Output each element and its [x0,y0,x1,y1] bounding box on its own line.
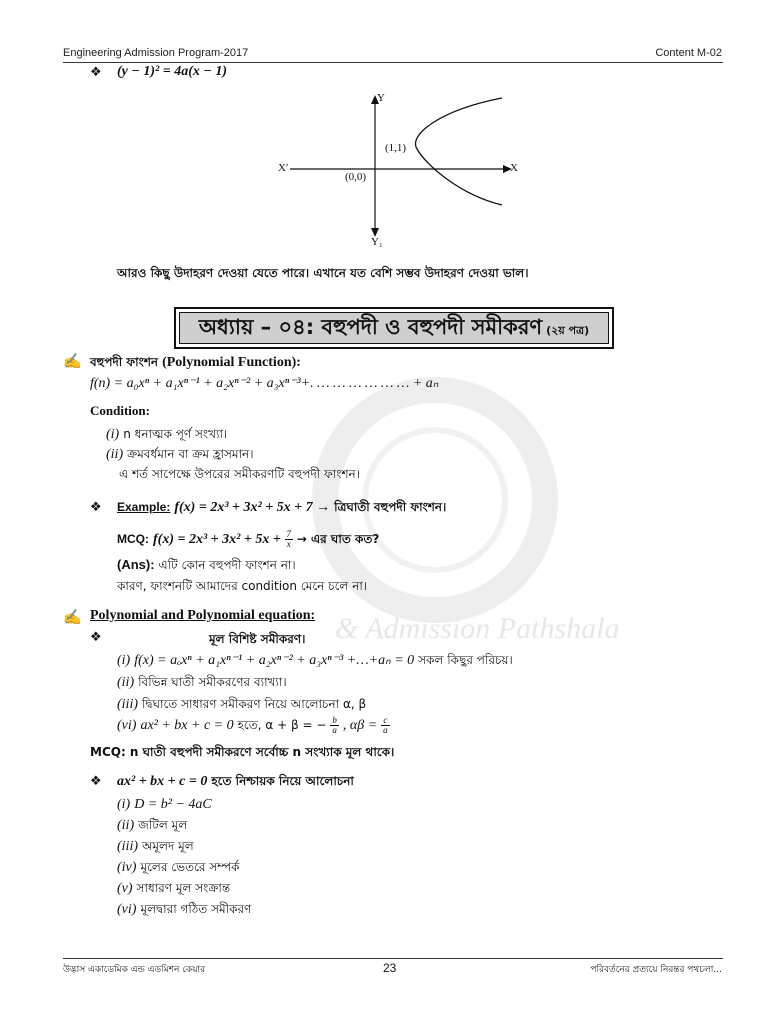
footer-left: উদ্ভাস একাডেমিক এন্ড এডমিশন কেয়ার [63,965,206,975]
equation-item: (vi) ax² + bx + c = 0 হতে, α + β = − $\frac{b}{a}$ , αβ = $\frac{c}{a}$ [117,715,388,735]
condition-item: (ii) ক্রমবর্ধমান বা ক্রম হ্রাসমান। [106,447,254,462]
header-right: Content M-02 [655,47,722,59]
header-rule [63,62,723,63]
x-axis-label: X [510,162,518,174]
poly-equation-subheading: মূল বিশিষ্ট সমীকরণ। [209,632,306,646]
condition-note: এ শর্ত সাপেক্ষে উপরের সমীকরণটি বহুপদী ফাংশন। [119,467,360,481]
discriminant-heading: ax² + bx + c = 0 হতে নিশ্চায়ক নিয়ে আলোচনা [117,774,354,789]
example-line: Example: f(x) = 2x³ + 3x² + 5x + 7 → ত্রিঘাতী বহুপদী ফাংশন। [117,500,447,515]
footer-right: পরিবর্তনের প্রত্যয়ে নিরন্তর পথচলা... [590,965,722,975]
footer-rule [63,958,723,959]
discriminant-item: (ii) জটিল মূল [117,818,188,833]
poly-function-heading-en: (Polynomial Function): [162,355,301,370]
page-number: 23 [383,961,397,975]
chapter-tag: (২য় পত্র) [546,323,590,337]
discriminant-item: (iii) অমূলদ মূল [117,839,194,854]
discriminant-item: (i) D = b² − 4aC [117,797,212,812]
y-axis-label: Y [377,92,385,104]
parabola-graph [280,90,520,250]
equation-item: (i) f(x) = aₒxⁿ + a₁xⁿ⁻¹ + a₂xⁿ⁻² + a₃xⁿ⁻³ +…+aₙ = 0 সকল কিছুর পরিচয়। [117,653,513,668]
diamond-bullet-icon: ❖ [90,65,102,80]
diamond-bullet-icon: ❖ [90,500,102,515]
mcq-root-count: MCQ: n ঘাতী বহুপদী সমীকরণে সর্বোচ্চ n সংখ্যাক মূল থাকে। [90,745,395,759]
poly-function-formula: f(n) = a₀xⁿ + a₁xⁿ⁻¹ + a₂xⁿ⁻² + a₃xⁿ⁻³+. … … … … … … + aₙ [90,376,439,391]
y1-axis-label: Y₁ [371,236,383,248]
note-text: আরও কিছু উদাহরণ দেওয়া যেতে পারে। এখানে যত বেশি সম্ভব উদাহরণ দেওয়া ভাল। [117,266,529,280]
section-pen-icon: ✍ [63,354,82,370]
discriminant-item: (iv) মূলের ভেতরে সম্পর্ক [117,860,240,875]
poly-function-heading-bn: বহুপদী ফাংশন [90,355,159,369]
condition-label: Condition: [90,403,150,418]
vertex-label: (1,1) [385,142,407,154]
diamond-bullet-icon: ❖ [90,630,102,645]
parabola-curve [416,98,502,205]
watermark-text: & Admission Pathshala [335,612,620,645]
discriminant-item: (v) সাধারণ মূল সংক্রান্ত [117,881,231,896]
answer-line: (Ans): এটি কোন বহুপদী ফাংশন না। [117,557,296,572]
header-left: Engineering Admission Program-2017 [63,47,249,59]
chapter-title-box [174,307,614,349]
condition-item: (i) n ধনাত্মক পূর্ণ সংখ্যা। [106,427,228,442]
parabola-equation: (y − 1)² = 4a(x − 1) [117,64,228,79]
equation-item: (ii) বিভিন্ন ঘাতী সমীকরণের ব্যাখ্যা। [117,675,287,690]
reason-line: কারণ, ফাংশনটি আমাদের condition মেনে চলে না। [117,579,368,593]
x1-axis-label: X′ [278,162,289,174]
poly-equation-heading: Polynomial and Polynomial equation: [90,608,316,623]
diamond-bullet-icon: ❖ [90,774,102,789]
chapter-title: অধ্যায় – ০৪: বহুপদী ও বহুপদী সমীকরণ [198,314,543,339]
origin-label: (0,0) [345,171,367,183]
discriminant-item: (vi) মূলদ্বারা গঠিত সমীকরণ [117,902,252,917]
equation-item: (iii) দ্বিঘাতে সাধারণ সমীকরণ নিয়ে আলোচনা α, β [117,697,367,712]
section-pen-icon: ✍ [63,610,82,626]
mcq-line: MCQ: f(x) = 2x³ + 3x² + 5x + $\frac{7}{x}$ → এর ঘাত কত? [117,529,380,549]
